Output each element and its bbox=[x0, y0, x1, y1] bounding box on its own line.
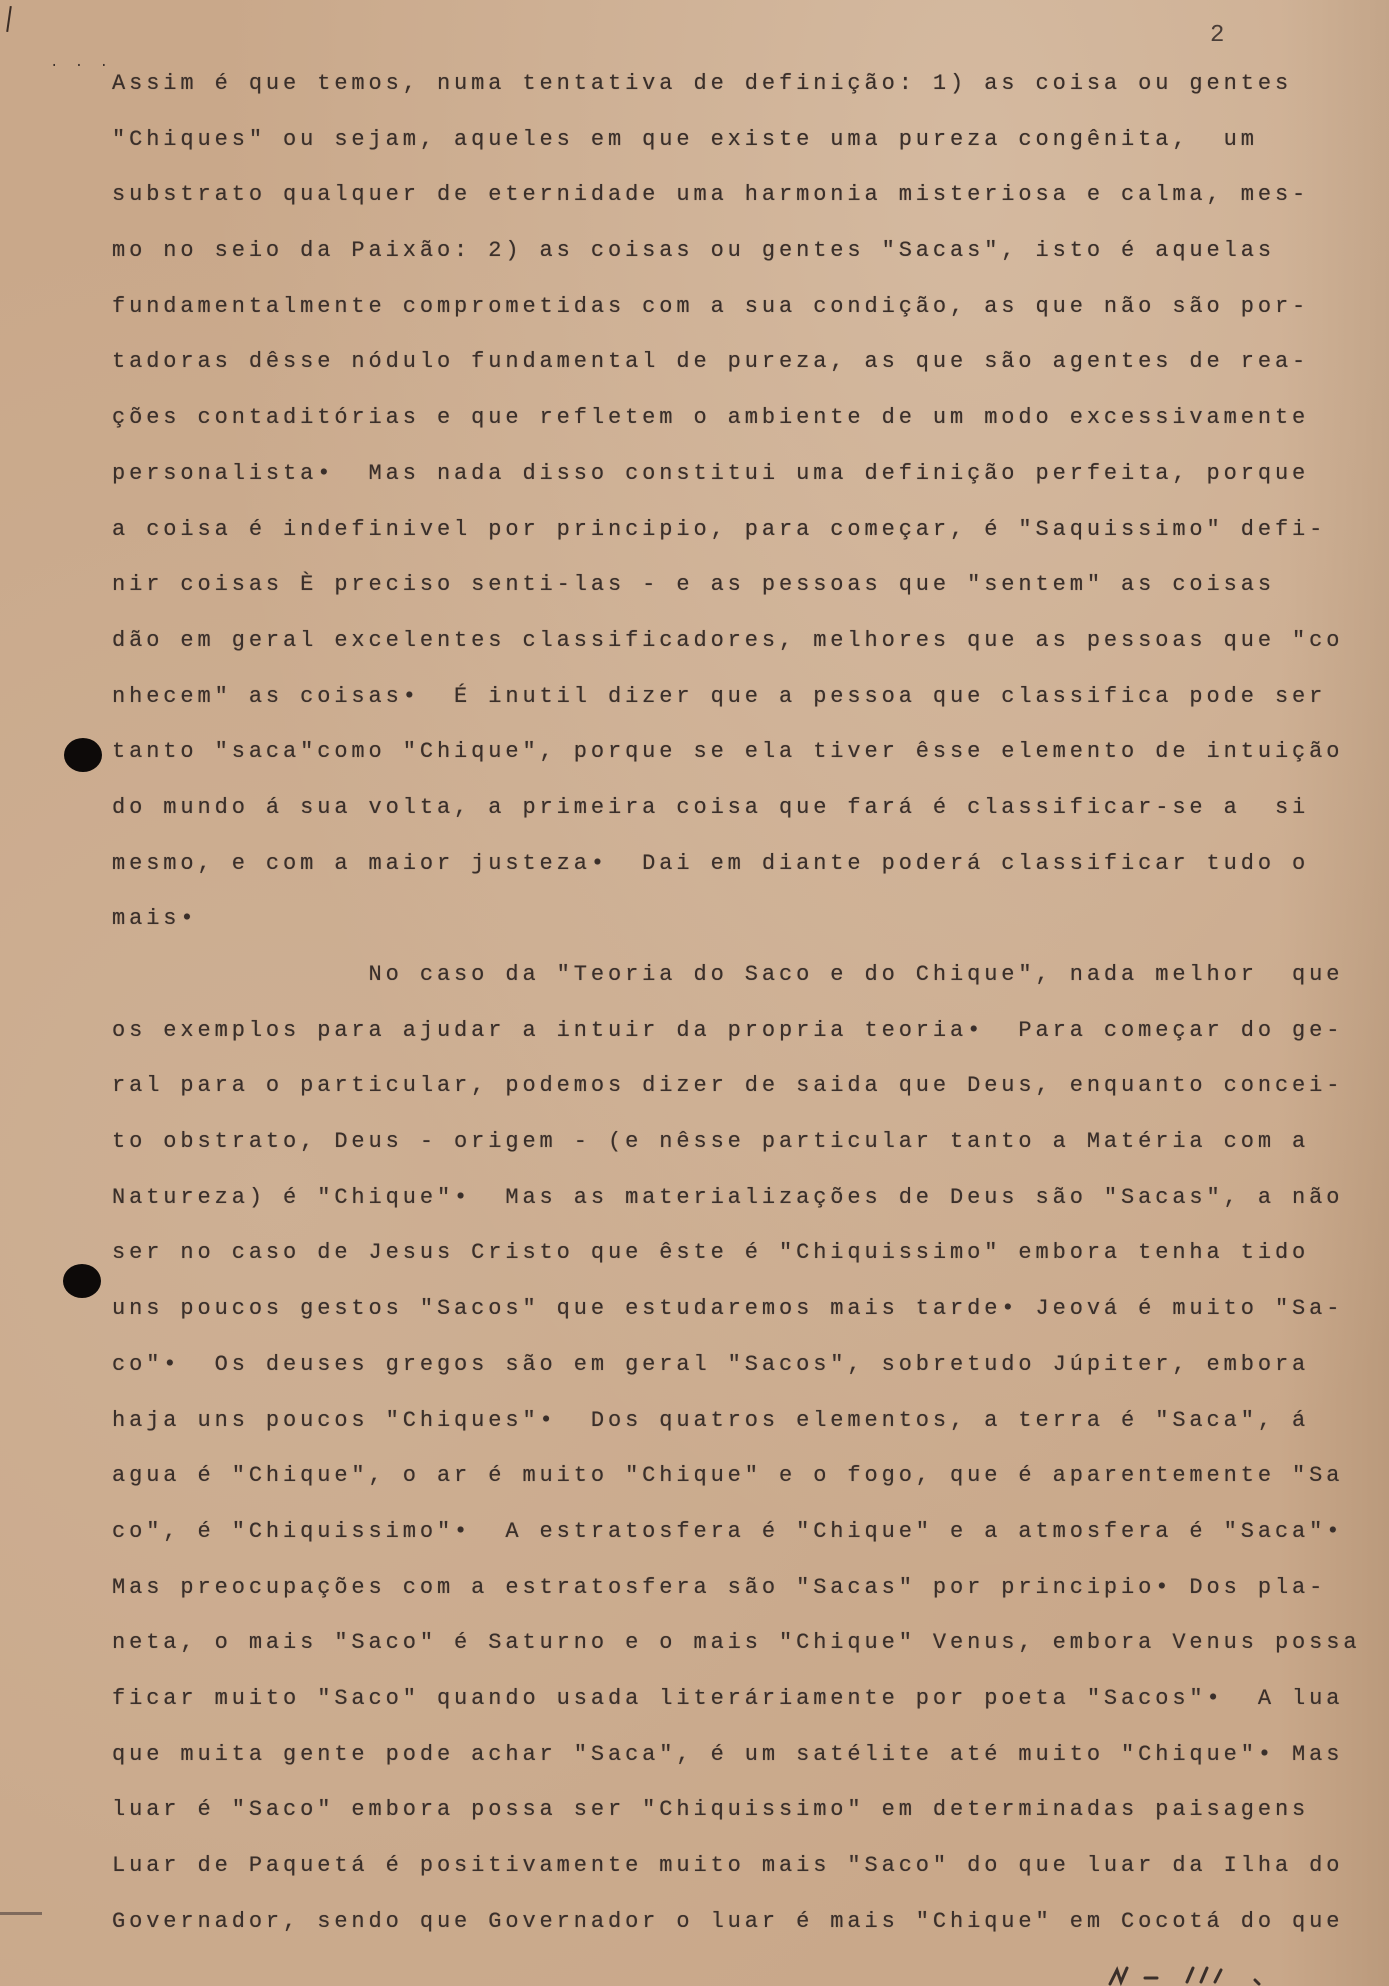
text-line: haja uns poucos "Chiques"• Dos quatros elementos, a terra é "Saca", á bbox=[112, 1407, 1310, 1433]
cut-off-handwriting bbox=[1105, 1962, 1305, 1986]
text-line: personalista• Mas nada disso constitui uma definição perfeita, porque bbox=[112, 460, 1310, 486]
text-line: dão em geral excelentes classificadores, melhores que as pessoas que "co bbox=[112, 627, 1344, 653]
text-line: do mundo á sua volta, a primeira coisa que fará é classificar-se a si bbox=[112, 794, 1310, 820]
text-line: agua é "Chique", o ar é muito "Chique" e o fogo, que é aparentemente "Sa bbox=[112, 1463, 1344, 1489]
text-line: neta, o mais "Saco" é Saturno e o mais "Chique" Venus, embora Venus possa bbox=[112, 1630, 1361, 1656]
text-line: mais• bbox=[112, 906, 198, 932]
page-mark-top-left bbox=[6, 6, 12, 32]
text-line: "Chiques" ou sejam, aqueles em que existe uma pureza congênita, um bbox=[112, 126, 1258, 152]
text-line: tadoras dêsse nódulo fundamental de pureza, as que são agentes de rea- bbox=[112, 349, 1310, 375]
margin-pencil-mark bbox=[0, 1912, 42, 1915]
text-line: co", é "Chiquissimo"• A estratosfera é "Chique" e a atmosfera é "Saca"• bbox=[112, 1518, 1344, 1544]
punch-hole bbox=[64, 738, 102, 772]
text-line: ral para o particular, podemos dizer de saida que Deus, enquanto concei- bbox=[112, 1073, 1344, 1099]
punch-hole bbox=[63, 1264, 101, 1298]
text-line: Luar de Paquetá é positivamente muito mais "Saco" do que luar da Ilha do bbox=[112, 1853, 1344, 1878]
text-line: Assim é que temos, numa tentativa de definição: 1) as coisa ou gentes bbox=[112, 71, 1293, 96]
text-line: Governador, sendo que Governador o luar é mais "Chique" em Cocotá do que bbox=[112, 1908, 1344, 1934]
text-line: Natureza) é "Chique"• Mas as materializações de Deus são "Sacas", a não bbox=[112, 1184, 1344, 1210]
text-line: ficar muito "Saco" quando usada literáriamente por poeta "Sacos"• A lua bbox=[112, 1685, 1344, 1711]
text-line: luar é "Saco" embora possa ser "Chiquissimo" em determinadas paisagens bbox=[112, 1797, 1310, 1823]
text-line: que muita gente pode achar "Saca", é um satélite até muito "Chique"• Mas bbox=[112, 1741, 1344, 1767]
page-number: 2 bbox=[1210, 22, 1227, 49]
text-line: Mas preocupações com a estratosfera são "Sacas" por principio• Dos pla- bbox=[112, 1574, 1327, 1600]
text-line: a coisa é indefinivel por principio, para começar, é "Saquissimo" defi- bbox=[112, 516, 1327, 542]
text-line: ser no caso de Jesus Cristo que êste é "Chiquissimo" embora tenha tido bbox=[112, 1240, 1310, 1266]
typewritten-body bbox=[112, 64, 1377, 1957]
text-line: uns poucos gestos "Sacos" que estudaremos mais tarde• Jeová é muito "Sa- bbox=[112, 1296, 1344, 1322]
text-line: co"• Os deuses gregos são em geral "Sacos", sobretudo Júpiter, embora bbox=[112, 1351, 1310, 1377]
text-line: tanto "saca"como "Chique", porque se ela tiver êsse elemento de intuição bbox=[112, 739, 1344, 765]
text-line: to obstrato, Deus - origem - (e nêsse particular tanto a Matéria com a bbox=[112, 1129, 1310, 1155]
text-line: substrato qualquer de eternidade uma harmonia misteriosa e calma, mes- bbox=[112, 182, 1310, 208]
text-line: nhecem" as coisas• É inutil dizer que a pessoa que classifica pode ser bbox=[112, 683, 1327, 709]
text-line: os exemplos para ajudar a intuir da propria teoria• Para começar do ge- bbox=[112, 1017, 1344, 1043]
text-line: nir coisas È preciso senti-las - e as pessoas que "sentem" as coisas bbox=[112, 572, 1275, 598]
text-line: No caso da "Teoria do Saco e do Chique", nada melhor que bbox=[112, 962, 1344, 987]
text-line: mesmo, e com a maior justeza• Dai em diante poderá classificar tudo o bbox=[112, 850, 1310, 876]
text-line: mo no seio da Paixão: 2) as coisas ou gentes "Sacas", isto é aquelas bbox=[112, 238, 1275, 264]
text-line: fundamentalmente comprometidas com a sua condição, as que não são por- bbox=[112, 293, 1310, 319]
text-line: ções contaditórias e que refletem o ambiente de um modo excessivamente bbox=[112, 405, 1310, 431]
paper-specks: · · · bbox=[50, 58, 113, 74]
